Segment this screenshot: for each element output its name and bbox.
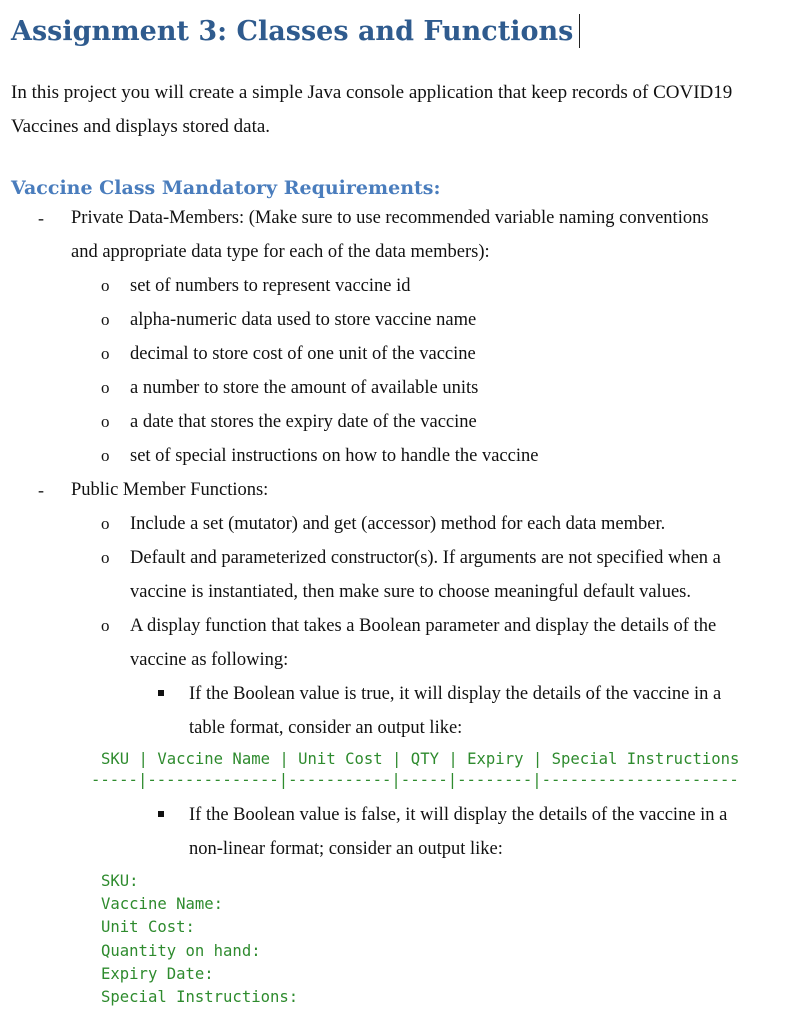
public-item-3-line-2: vaccine as following: xyxy=(130,650,289,670)
square-bullet xyxy=(158,811,164,817)
circle-bullet: o xyxy=(101,446,110,465)
sub-true-line-2: table format, consider an output like: xyxy=(189,718,463,738)
circle-bullet: o xyxy=(101,412,110,431)
sub-false-line-2: non-linear format; consider an output like: xyxy=(189,839,503,859)
dash-bullet: - xyxy=(38,208,44,228)
document-title: Assignment 3: Classes and Functions xyxy=(11,14,580,48)
circle-bullet: o xyxy=(101,548,110,567)
private-item-4: a number to store the amount of available units xyxy=(130,378,479,398)
output-line-expiry: Expiry Date: xyxy=(101,965,214,983)
private-members-line-2: and appropriate data type for each of the data members): xyxy=(71,242,490,262)
private-item-3: decimal to store cost of one unit of the vaccine xyxy=(130,344,476,364)
dash-bullet: - xyxy=(38,480,44,500)
output-line-vaccine-name: Vaccine Name: xyxy=(101,895,224,913)
private-item-5: a date that stores the expiry date of the vaccine xyxy=(130,412,477,432)
circle-bullet: o xyxy=(101,616,110,635)
private-item-6: set of special instructions on how to handle the vaccine xyxy=(130,446,539,466)
sub-true-line-1: If the Boolean value is true, it will display the details of the vaccine in a xyxy=(189,684,722,704)
table-header-output: SKU | Vaccine Name | Unit Cost | QTY | Expiry | Special Instructions xyxy=(101,750,740,768)
intro-line-2: Vaccines and displays stored data. xyxy=(11,116,271,137)
sub-false-line-1: If the Boolean value is false, it will display the details of the vaccine in a xyxy=(189,805,728,825)
output-line-unit-cost: Unit Cost: xyxy=(101,918,195,936)
public-item-1: Include a set (mutator) and get (accessor) method for each data member. xyxy=(130,514,666,534)
output-line-sku: SKU: xyxy=(101,872,139,890)
output-line-quantity: Quantity on hand: xyxy=(101,942,261,960)
private-members-line-1: Private Data-Members: (Make sure to use recommended variable naming conventions xyxy=(71,208,709,228)
text-cursor xyxy=(579,14,580,48)
square-bullet xyxy=(158,690,164,696)
circle-bullet: o xyxy=(101,378,110,397)
table-separator-output: -----|--------------|-----------|-----|--------|--------------------- xyxy=(91,771,739,789)
circle-bullet: o xyxy=(101,276,110,295)
circle-bullet: o xyxy=(101,310,110,329)
circle-bullet: o xyxy=(101,514,110,533)
intro-line-1: In this project you will create a simple Java console application that keep records of COVID19 xyxy=(11,82,733,103)
public-item-2-line-1: Default and parameterized constructor(s). If arguments are not specified when a xyxy=(130,548,721,568)
private-item-1: set of numbers to represent vaccine id xyxy=(130,276,411,296)
public-functions-heading: Public Member Functions: xyxy=(71,480,269,500)
section-heading: Vaccine Class Mandatory Requirements: xyxy=(11,177,441,199)
private-item-2: alpha-numeric data used to store vaccine name xyxy=(130,310,477,330)
public-item-3-line-1: A display function that takes a Boolean parameter and display the details of the xyxy=(130,616,717,636)
intro-paragraph xyxy=(11,76,781,144)
output-line-special-instructions: Special Instructions: xyxy=(101,988,299,1006)
public-item-2-line-2: vaccine is instantiated, then make sure to choose meaningful default values. xyxy=(130,582,691,602)
circle-bullet: o xyxy=(101,344,110,363)
